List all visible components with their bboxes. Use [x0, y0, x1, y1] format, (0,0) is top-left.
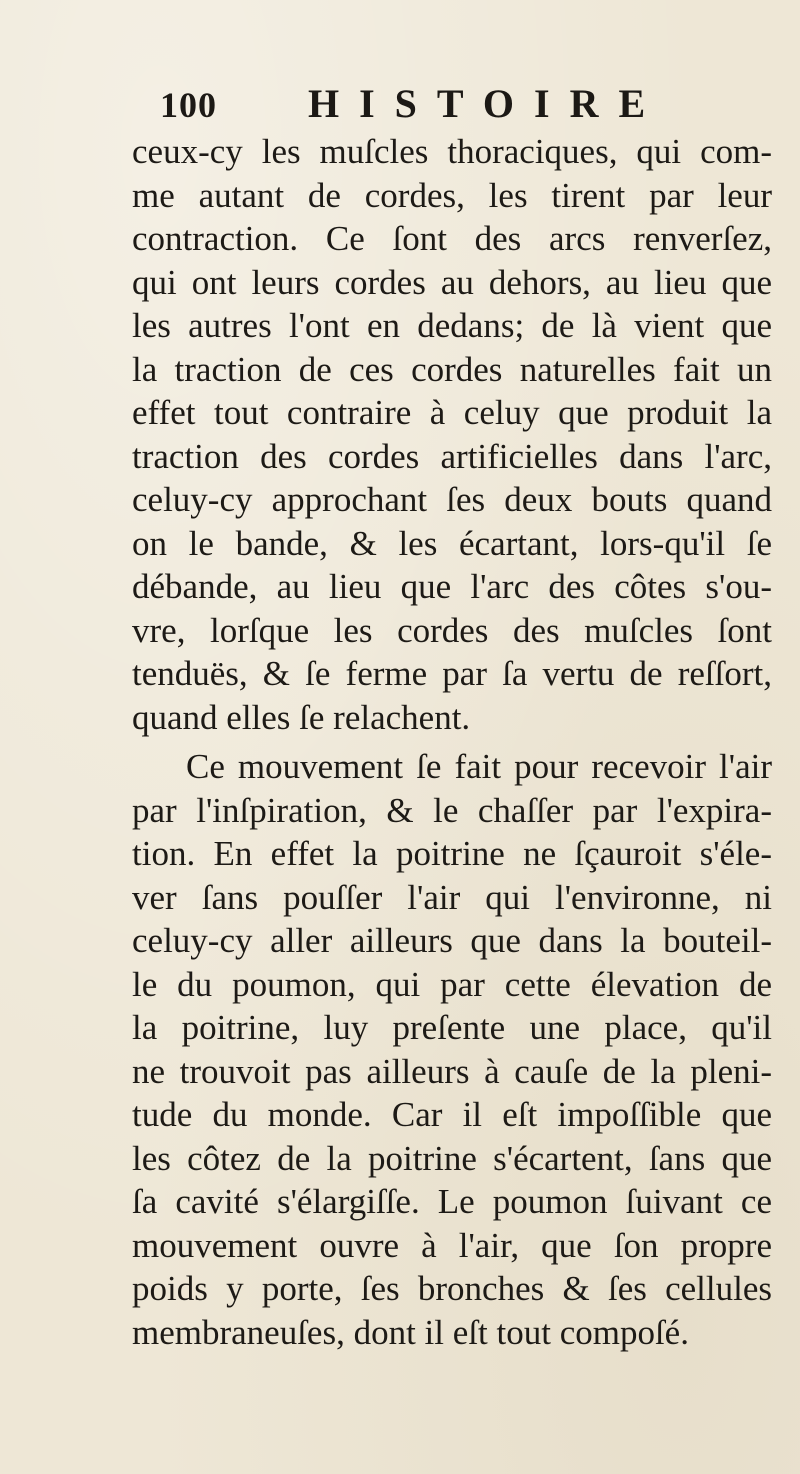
page-header	[140, 80, 700, 130]
text-line: mouvement ouvre à l'air, que ſon propre	[132, 1225, 772, 1265]
text-line: effet tout contraire à celuy que produit la	[132, 393, 772, 432]
text-line: ver ſans pouſſer l'air qui l'environne, ni	[132, 877, 772, 917]
text-line: quand elles ſe relachent.	[132, 697, 471, 737]
text-line: ceux-cy les muſcles thoraciques, qui com-	[132, 132, 772, 171]
paragraph-2	[132, 745, 772, 1354]
text-line: celuy-cy aller ailleurs que dans la bouteil-	[132, 921, 772, 960]
body-text	[132, 130, 772, 1354]
text-line: qui ont leurs cordes au dehors, au lieu que	[132, 262, 772, 302]
running-title: HISTOIRE	[308, 81, 666, 126]
text-line: poids y porte, ſes bronches & ſes cellules	[132, 1269, 772, 1308]
page-number: 100	[160, 85, 217, 125]
text-line: tion. En effet la poitrine ne ſçauroit s'éle-	[132, 834, 772, 873]
text-line: les côtez de la poitrine s'écartent, ſans que	[132, 1138, 772, 1178]
text-line: les autres l'ont en dedans; de là vient que	[132, 306, 772, 345]
text-line: on le bande, & les écartant, lors-qu'il ſe	[132, 523, 772, 563]
text-line: contraction. Ce ſont des arcs renverſez,	[132, 219, 772, 258]
text-line: débande, au lieu que l'arc des côtes s'ou-	[132, 567, 772, 606]
text-line: Ce mouvement ſe fait pour recevoir l'air	[186, 747, 772, 786]
text-line: ſa cavité s'élargiſſe. Le poumon ſuivant ce	[132, 1182, 772, 1221]
text-line: traction des cordes artificielles dans l'arc,	[132, 436, 772, 476]
text-line: la traction de ces cordes naturelles fait un	[132, 349, 772, 389]
text-line: vre, lorſque les cordes des muſcles ſont	[132, 610, 772, 650]
text-line: me autant de cordes, les tirent par leur	[132, 175, 772, 215]
text-line: membraneuſes, dont il eſt tout compoſé.	[132, 1312, 689, 1352]
text-line: tenduës, & ſe ferme par ſa vertu de reſſort,	[132, 654, 772, 693]
text-line: le du poumon, qui par cette élevation de	[132, 964, 772, 1004]
text-line: tude du monde. Car il eſt impoſſible que	[132, 1095, 772, 1134]
text-line: celuy-cy approchant ſes deux bouts quand	[132, 480, 772, 519]
paragraph-1	[132, 130, 772, 739]
text-line: par l'inſpiration, & le chaſſer par l'expira-	[132, 790, 772, 830]
text-line: la poitrine, luy preſente une place, qu'il	[132, 1008, 772, 1047]
text-line: ne trouvoit pas ailleurs à cauſe de la pleni-	[132, 1051, 772, 1091]
